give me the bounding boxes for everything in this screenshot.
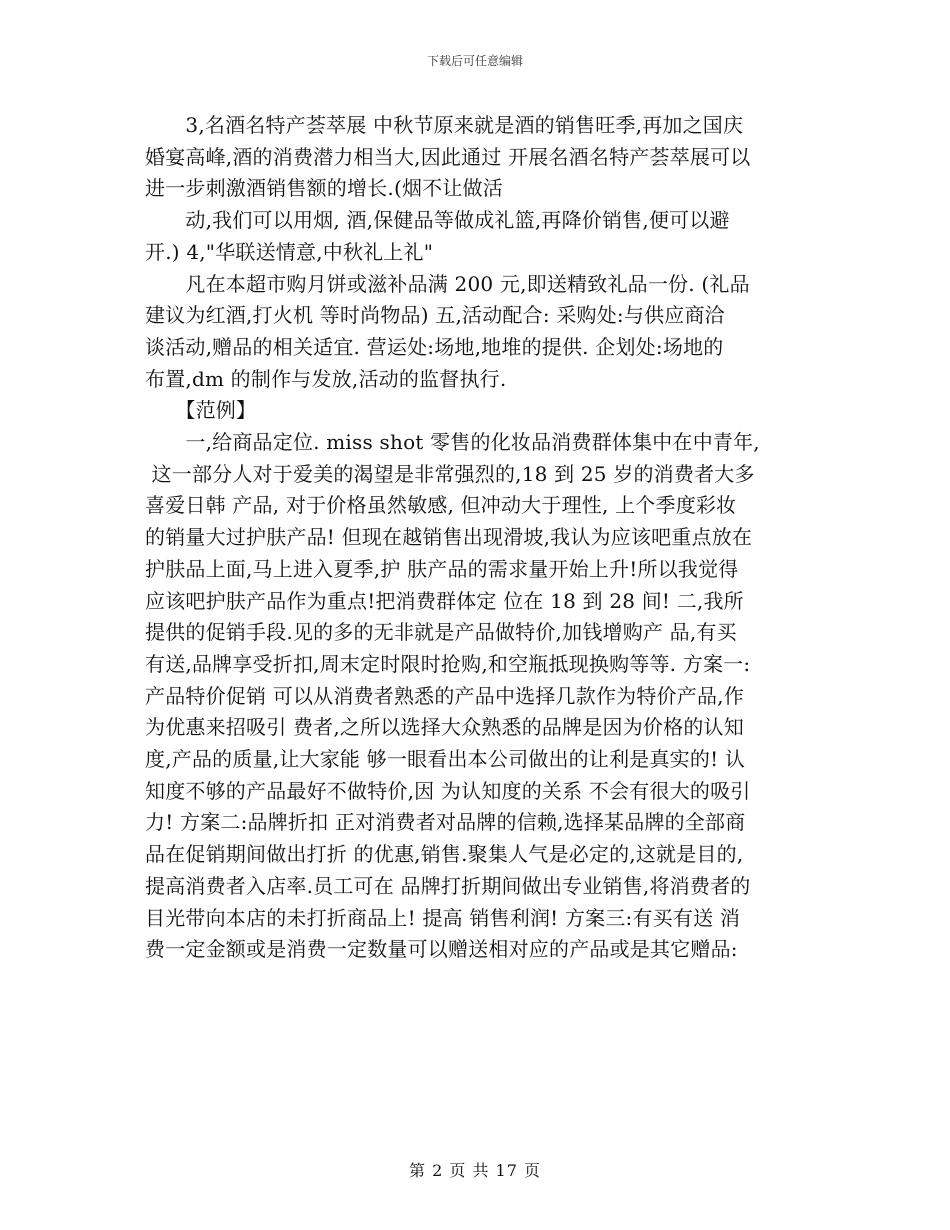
body-line: 提供的促销手段.见的多的无非就是产品做特价,加钱增购产 品,有买 <box>145 620 737 645</box>
body-line: 布置,dm 的制作与发放,活动的监督执行. <box>145 366 507 391</box>
page-header: 下载后可任意编辑 <box>426 54 523 68</box>
body-line: 应该吧护肤产品作为重点!把消费群体定 位在 18 到 28 间! 二,我所 <box>145 588 744 613</box>
body-line: 的销量大过护肤产品! 但现在越销售出现滑坡,我认为应该吧重点放在 <box>145 525 753 550</box>
body-line: 喜爱日韩 产品, 对于价格虽然敏感, 但冲动大于理性, 上个季度彩妆 <box>145 493 737 518</box>
body-line: 一,给商品定位. miss shot 零售的化妆品消费群体集中在中青年, <box>145 430 760 455</box>
body-line: 度,产品的质量,让大家能 够一眼看出本公司做出的让利是真实的! 认 <box>145 747 746 772</box>
body-line: 3,名酒名特产荟萃展 中秋节原来就是酒的销售旺季,再加之国庆 <box>145 113 744 137</box>
body-line: 费一定金额或是消费一定数量可以赠送相对应的产品或是其它赠品: <box>145 937 738 962</box>
document-body <box>145 110 825 966</box>
body-line: 这一部分人对于爱美的渴望是非常强烈的,18 到 25 岁的消费者大多 <box>145 461 755 486</box>
body-line: 有送,品牌享受折扣,周末定时限时抢购,和空瓶抵现换购等等. 方案一: <box>145 651 751 676</box>
body-line: 提高消费者入店率.员工可在 品牌打折期间做出专业销售,将消费者的 <box>145 873 751 898</box>
body-line: 力! 方案二:品牌折扣 正对消费者对品牌的信赖,选择某品牌的全部商 <box>145 810 746 835</box>
body-line: 品在促销期间做出打折 的优惠,销售.聚集人气是必定的,这就是目的, <box>145 842 744 867</box>
body-line: 产品特价促销 可以从消费者熟悉的产品中选择几款作为特价产品,作 <box>145 683 744 708</box>
body-line: 护肤品上面,马上进入夏季,护 肤产品的需求量开始上升!所以我觉得 <box>145 556 739 581</box>
body-line: 婚宴高峰,酒的消费潜力相当大,因此通过 开展名酒名特产荟萃展可以 <box>145 144 751 169</box>
body-line: 建议为红酒,打火机 等时尚物品) 五,活动配合: 采购处:与供应商洽 <box>145 303 725 328</box>
body-line: 知度不够的产品最好不做特价,因 为认知度的关系 不会有很大的吸引 <box>145 778 751 803</box>
body-line: 为优惠来招吸引 费者,之所以选择大众熟悉的品牌是因为价格的认知 <box>145 715 744 740</box>
body-line: 凡在本超市购月饼或滋补品满 200 元,即送精致礼品一份. (礼品 <box>145 271 750 296</box>
body-line: 进一步刺激酒销售额的增长.(烟不让做活 <box>145 176 503 201</box>
body-line: 谈活动,赠品的相关适宜. 营运处:场地,地堆的提供. 企划处:场地的 <box>145 334 724 359</box>
page-footer: 第 2 页 共 17 页 <box>409 1161 541 1180</box>
body-line: 开.) 4,"华联送情意,中秋礼上礼" <box>145 239 434 264</box>
body-line: 目光带向本店的未打折商品上! 提高 销售利润! 方案三:有买有送 消 <box>145 905 741 930</box>
body-line: 动,我们可以用烟, 酒,保健品等做成礼篮,再降价销售,便可以避 <box>145 208 730 233</box>
section-heading: 【范例】 <box>145 398 257 423</box>
